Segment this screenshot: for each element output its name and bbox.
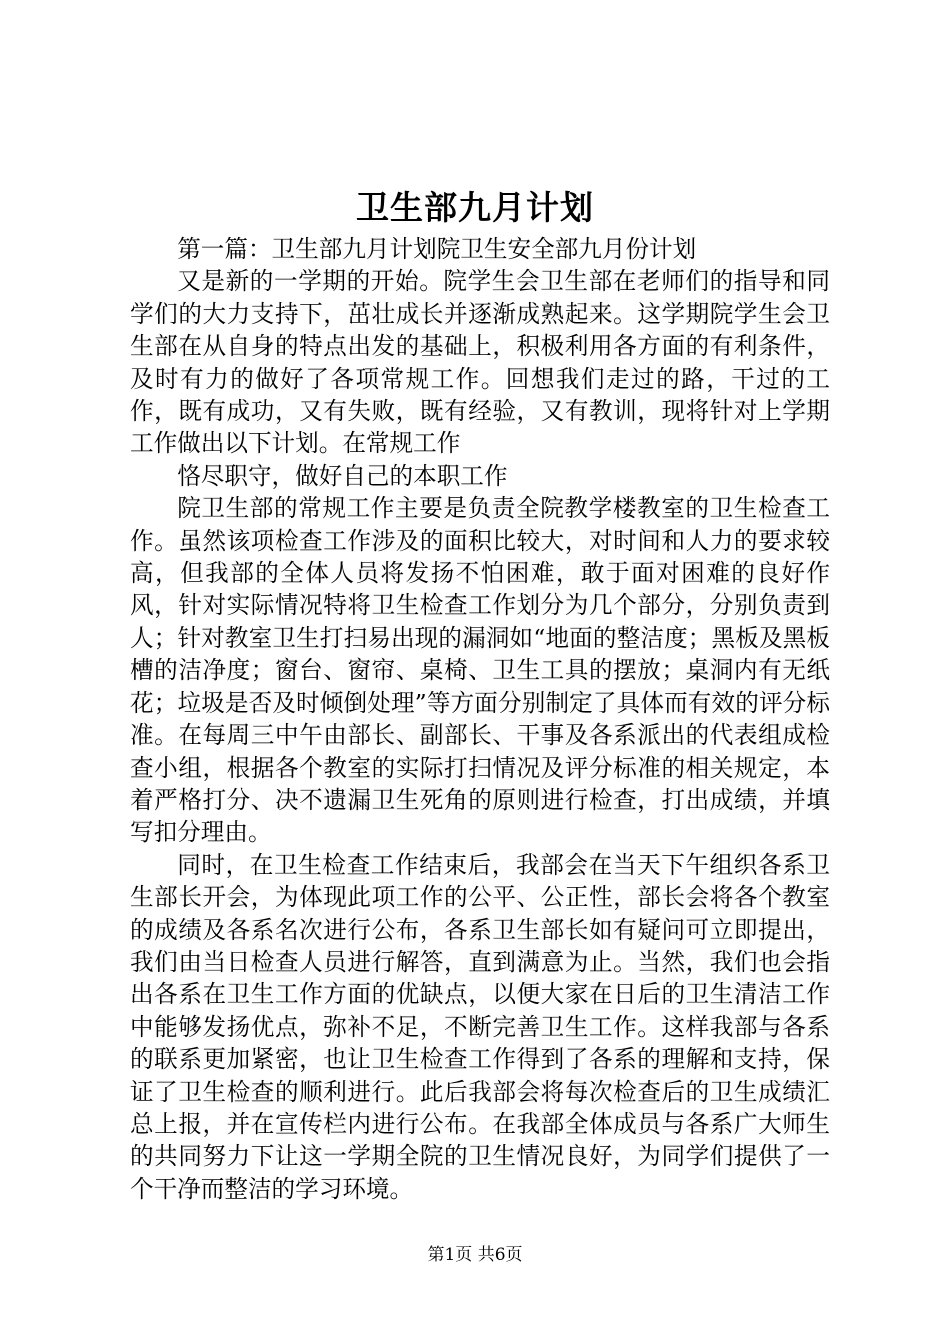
paragraph-section-heading: 第一篇：卫生部九月计划院卫生安全部九月份计划 (177, 235, 697, 263)
page-number-footer: 第1页 共6页 (427, 1245, 523, 1265)
paragraph-intro: 又是新的一学期的开始。院学生会卫生部在老师们的指导和同学们的大力支持下，茁壮成长并逐渐成熟起来。这学期院学生会卫生部在从自身的特点出发的基础上，积极利用各方面的有利条件，及时有力的做好了各项常规工作。回想我们走过的路，干过的工作，既有成功，又有失败，既有经验，又有教训，现将针对上学期工作做出以下计划。在常规工作 (130, 267, 830, 458)
document-body (130, 233, 830, 1205)
paragraph-routine-work: 院卫生部的常规工作主要是负责全院教学楼教室的卫生检查工作。虽然该项检查工作涉及的面积比较大，对时间和人力的要求较高，但我部的全体人员将发扬不怕困难，敢于面对困难的良好作风，针对实际情况特将卫生检查工作划分为几个部分，分别负责到人；针对教室卫生打扫易出现的漏洞如“地面的整洁度；黑板及黑板槽的洁净度；窗台、窗帘、桌椅、卫生工具的摆放；桌洞内有无纸花；垃圾是否及时倾倒处理”等方面分别制定了具体而有效的评分标准。在每周三中午由部长、副部长、干事及各系派出的代表组成检查小组，根据各个教室的实际打扫情况及评分标准的相关规定，本着严格打分、决不遗漏卫生死角的原则进行检查，打出成绩，并填写扣分理由。 (130, 494, 830, 847)
paragraph-subheading: 恪尽职守，做好自己的本职工作 (177, 461, 508, 490)
paragraph-meeting: 同时，在卫生检查工作结束后，我部会在当天下午组织各系卫生部长开会，为体现此项工作的公平、公正性，部长会将各个教室的成绩及各系名次进行公布，各系卫生部长如有疑问可立即提出，我们由当日检查人员进行解答，直到满意为止。当然，我们也会指出各系在卫生工作方面的优缺点，以便大家在日后的卫生清洁工作中能够发扬优点，弥补不足，不断完善卫生工作。这样我部与各系的联系更加紧密，也让卫生检查工作得到了各系的理解和支持，保证了卫生检查的顺利进行。此后我部会将每次检查后的卫生成绩汇总上报，并在宣传栏内进行公布。在我部全体成员与各系广大师生的共同努力下让这一学期全院的卫生情况良好，为同学们提供了一个干净而整洁的学习环境。 (130, 850, 830, 1203)
document-title: 卫生部九月计划 (356, 188, 594, 227)
